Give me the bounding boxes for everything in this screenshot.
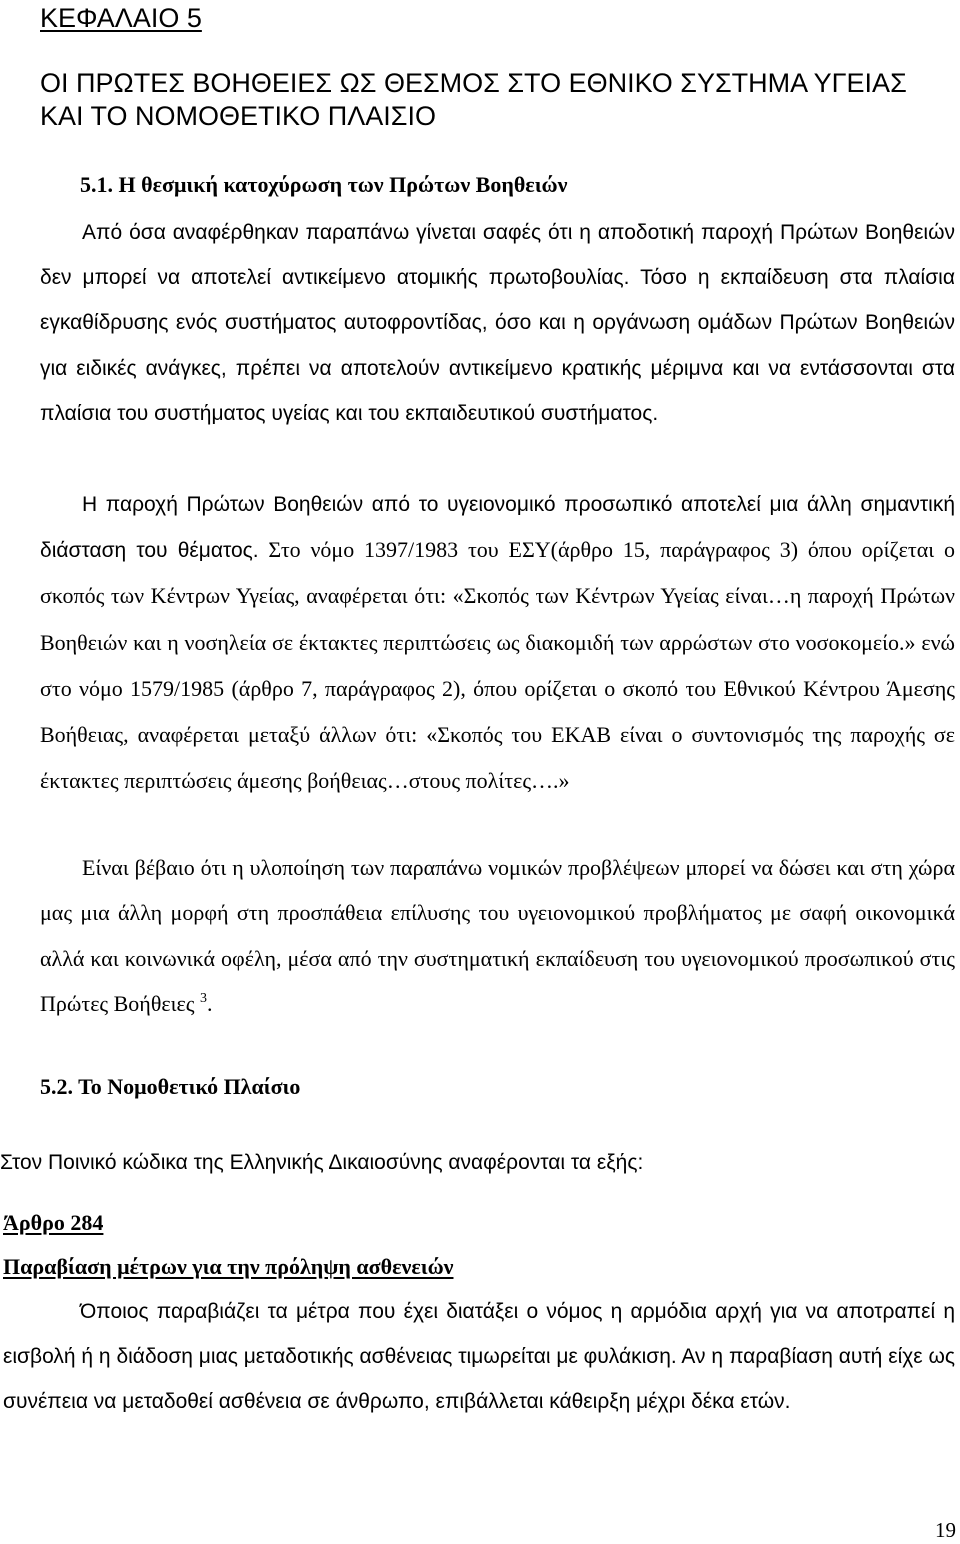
article-body [3,1289,955,1425]
article-number: Άρθρο 284 [3,1210,104,1235]
section-5-1-body-third [40,845,955,1027]
paragraph-health-staff-law: Στο νόμο 1397/1983 του ΕΣΥ(άρθρο 15, παράγραφος 3) όπου ορίζεται ο σκοπός των Κέντρων Υγείας, αναφέρεται ότι: «Σκοπός των Κέντρων Υγείας είναι…η παροχή Πρώτων Βοηθειών και η νοσηλεία σε έκτακτες περιπτώσεις ως διακομιδή των αρρώστων στο νοσοκομείο.» ενώ στο νόμο 1579/1985 (άρθρο 7, παράγραφος 2), όπου ορίζεται ο σκοπό του Εθνικού Κέντρου Άμεσης Βοήθειας, αναφέρεται μεταξύ άλλων ότι: «Σκοπός του ΕΚΑΒ είναι ο συντονισμός της παροχής σε έκτακτες περιπτώσεις άμεσης βοήθειας…στους πολίτες….» [40,537,955,794]
chapter-label: ΚΕΦΑΛΑΙΟ 5 [40,3,202,33]
paragraph-health-staff-lead: Η παροχή Πρώτων Βοηθειών από το υγειονομικό προσωπικό αποτελεί μια άλλη σημαντική διάσταση του θέματος. [40,493,955,563]
section-heading-5-1: 5.1. Η θεσμική κατοχύρωση των Πρώτων Βοηθειών [80,172,568,197]
chapter-title: ΟΙ ΠΡΩΤΕΣ ΒΟΗΘΕΙΕΣ ΩΣ ΘΕΣΜΟΣ ΣΤΟ ΕΘΝΙΚΟ ΣΥΣΤΗΜΑ ΥΓΕΙΑΣ ΚΑΙ ΤΟ ΝΟΜΟΘΕΤΙΚΟ ΠΛΑΙΣΙΟ [40,68,907,131]
paragraph-institutional: Από όσα αναφέρθηκαν παραπάνω γίνεται σαφές ότι η αποδοτική παροχή Πρώτων Βοηθειών δεν μπορεί να αποτελεί αντικείμενο ατομικής πρωτοβουλίας. Τόσο η εκπαίδευση στα πλαίσια εγκαθίδρυσης ενός συστήματος αυτοφροντίδας, όσο και η οργάνωση ομάδων Πρώτων Βοηθειών για ειδικές ανάγκες, πρέπει να αποτελούν αντικείμενο κρατικής μέριμνα και να εντάσσονται στα πλαίσια του συστήματος υγείας και του εκπαιδευτικού συστήματος. [40,221,955,425]
article-title: Παραβίαση μέτρων για την πρόληψη ασθενειών [3,1254,454,1279]
section-5-1-body-first [40,210,955,436]
paragraph-health-staff [40,482,955,804]
footnote-reference: 3 [199,991,207,1007]
penal-code-intro: Στον Ποινικό κώδικα της Ελληνικής Δικαιοσύνης αναφέρονται τα εξής: [0,1151,644,1174]
paragraph-implementation [40,845,955,1027]
section-5-1-body-second [40,482,955,804]
article-text: Όποιος παραβιάζει τα μέτρα που έχει διατάξει ο νόμος η αρμόδια αρχή για να αποτραπεί η εισβολή ή η διάδοση μιας μεταδοτικής ασθένειας τιμωρείται με φυλάκιση. Αν η παραβίαση αυτή είχε ως συνέπεια να μεταδοθεί ασθένεια σε άνθρωπο, επιβάλλεται κάθειρξη μέχρι δέκα ετών. [3,1300,955,1414]
paragraph-implementation-text: Είναι βέβαιο ότι η υλοποίηση των παραπάνω νομικών προβλέψεων μπορεί να δώσει και στη χώρα μας μια άλλη μορφή στη προσπάθεια επίλυσης του υγειονομικού προβλήματος με σαφή οικονομικά αλλά και κοινωνικά οφέλη, μέσα από την συστηματική εκπαίδευση του υγειονομικού προσωπικού στις Πρώτες Βοήθειες [40,855,955,1017]
paragraph-implementation-end: . [206,991,213,1017]
section-heading-5-2: 5.2. Το Νομοθετικό Πλαίσιο [40,1074,301,1099]
page-number: 19 [935,1518,956,1542]
